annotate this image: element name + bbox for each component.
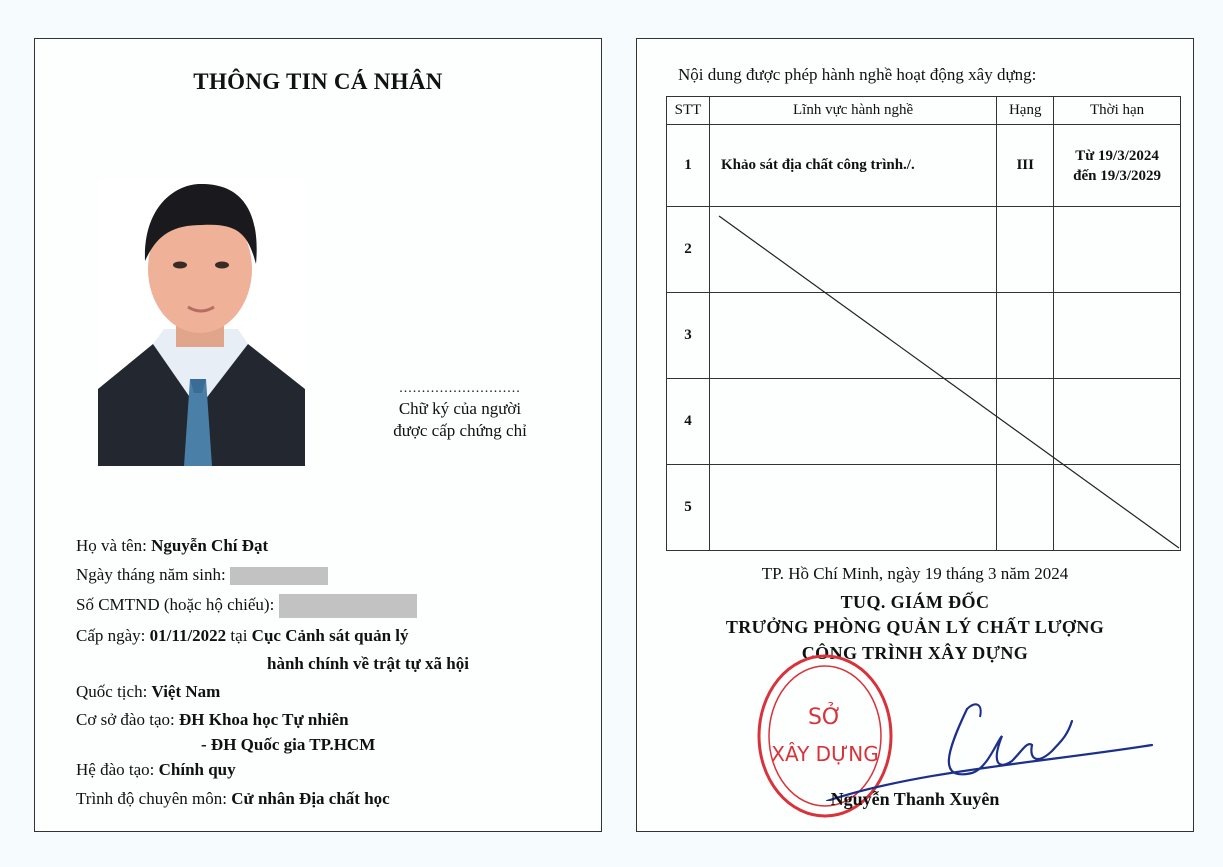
- scope-heading: Nội dung được phép hành nghề hoạt động xây dựng:: [678, 65, 1037, 84]
- issued-by-line-2: hành chính về trật tự xã hội: [267, 654, 469, 673]
- cancel-diagonal-line: [709, 206, 1184, 551]
- school-row: [76, 710, 349, 730]
- col-header-stt: STT: [667, 97, 710, 125]
- row-grade: III: [997, 125, 1054, 207]
- issued-by-line-1: Cục Cảnh sát quản lý: [251, 626, 409, 645]
- dob-label: Ngày tháng năm sinh:: [76, 565, 230, 584]
- col-header-grade: Hạng: [997, 97, 1054, 125]
- nationality-value: Việt Nam: [151, 682, 221, 701]
- personal-info-page: [34, 38, 602, 832]
- page-title: THÔNG TIN CÁ NHÂN: [193, 69, 443, 94]
- training-mode-row: [76, 760, 236, 780]
- portrait-photo: [98, 179, 305, 466]
- training-mode-value: Chính quy: [158, 760, 236, 779]
- name-label: Họ và tên:: [76, 536, 152, 555]
- holder-signature-area: [365, 381, 555, 442]
- school-row-2: [201, 735, 375, 755]
- school-value-line-1: ĐH Khoa học Tự nhiên: [178, 710, 349, 729]
- seal-text-line-1: SỞ: [807, 705, 843, 730]
- issued-date: 01/11/2022: [149, 626, 227, 645]
- practice-scope-page: [636, 38, 1194, 832]
- row-stt: 2: [667, 207, 710, 293]
- row-stt: 1: [667, 125, 710, 207]
- official-signature: [797, 681, 1177, 801]
- signature-line: ...........................: [399, 381, 521, 396]
- row-stt: 5: [667, 465, 710, 551]
- seal-text-line-2: XÂY DỰNG: [771, 742, 879, 766]
- col-header-field: Lĩnh vực hành nghề: [709, 97, 996, 125]
- issued-at-label: tại: [226, 626, 252, 645]
- signature-caption-line-2: được cấp chứng chỉ: [393, 421, 527, 440]
- nationality-label: Quốc tịch:: [76, 682, 152, 701]
- signer-title-line-1: TUQ. GIÁM ĐỐC: [840, 592, 990, 612]
- col-header-term: Thời hạn: [1054, 97, 1181, 125]
- school-label: Cơ sở đào tạo:: [76, 710, 179, 729]
- qualification-value: Cử nhân Địa chất học: [231, 789, 390, 808]
- table-header-row: [667, 97, 1181, 125]
- name-row: [76, 536, 268, 556]
- dob-redaction: [230, 567, 328, 585]
- school-value-line-2: - ĐH Quốc gia TP.HCM: [201, 735, 376, 754]
- qualification-label: Trình độ chuyên môn:: [76, 789, 232, 808]
- row-term-to: đến 19/3/2029: [1073, 167, 1162, 184]
- id-redaction: [279, 594, 417, 618]
- issued-by-row-2: [267, 654, 469, 674]
- row-term-from: Từ 19/3/2024: [1075, 147, 1159, 164]
- row-stt: 3: [667, 293, 710, 379]
- row-field: Khảo sát địa chất công trình./.: [709, 125, 996, 207]
- signer-title-line-2: TRƯỞNG PHÒNG QUẢN LÝ CHẤT LƯỢNG: [725, 617, 1105, 637]
- place-and-date: TP. Hồ Chí Minh, ngày 19 tháng 3 năm 2024: [761, 564, 1069, 583]
- issued-row: [76, 626, 409, 646]
- training-mode-label: Hệ đào tạo:: [76, 760, 159, 779]
- signer-title-line-3: CÔNG TRÌNH XÂY DỰNG: [801, 643, 1029, 663]
- name-value: Nguyễn Chí Đạt: [151, 536, 269, 555]
- issued-label: Cấp ngày:: [76, 626, 150, 645]
- nationality-row: [76, 682, 220, 702]
- row-term: [1054, 125, 1181, 207]
- id-number-row: [76, 594, 417, 618]
- dob-row: [76, 565, 328, 585]
- id-label: Số CMTND (hoặc hộ chiếu):: [76, 594, 279, 614]
- signer-name: Nguyễn Thanh Xuyên: [830, 789, 1000, 809]
- table-row: [667, 125, 1181, 207]
- qualification-row: [76, 789, 390, 809]
- signature-caption-line-1: Chữ ký của người: [398, 399, 522, 418]
- row-stt: 4: [667, 379, 710, 465]
